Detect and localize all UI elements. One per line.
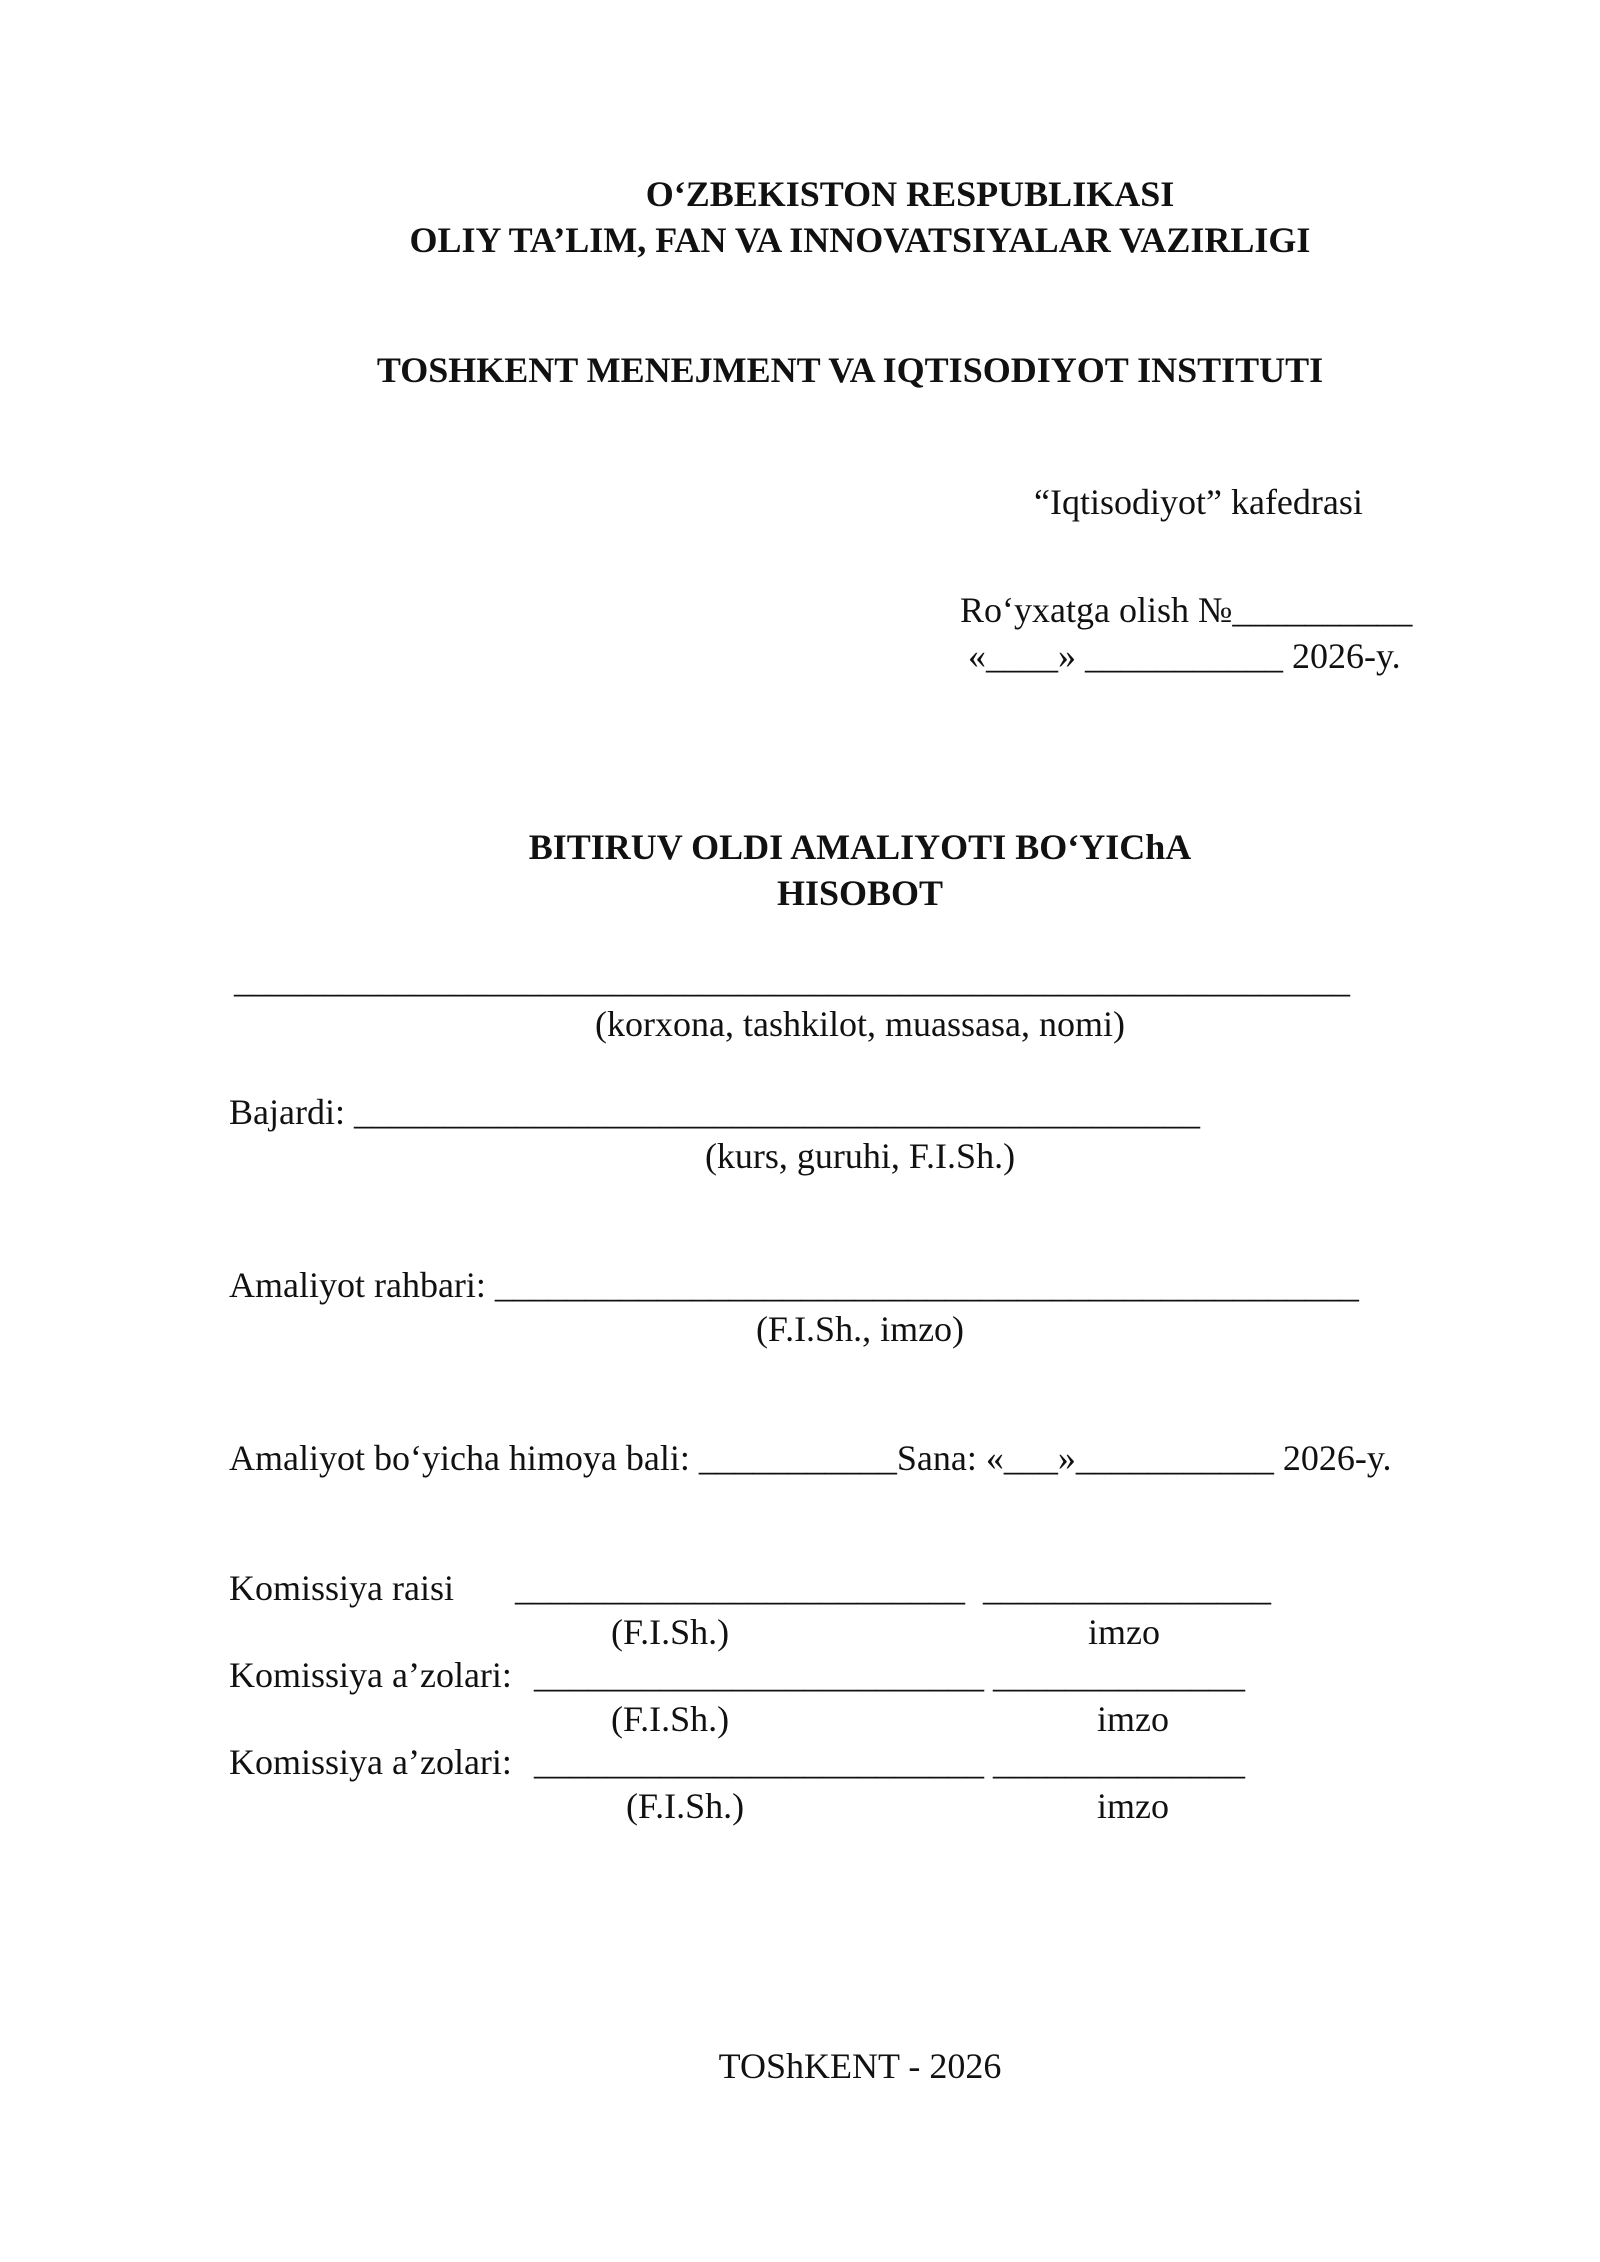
commission-member-2-label: Komissiya a’zolari: <box>229 1742 512 1782</box>
chair-fish-caption: (F.I.Sh.) <box>611 1612 730 1652</box>
commission-member-1-label: Komissiya a’zolari: <box>229 1655 512 1695</box>
performer-caption: (kurs, guruhi, F.I.Sh.) <box>704 1136 1016 1176</box>
registration-date: «____» ___________ 2026-y. <box>968 636 1401 676</box>
supervisor-line: Amaliyot rahbari: ________________________________________________ <box>229 1265 1359 1305</box>
commission-member-2-blanks: _________________________ ______________ <box>534 1742 1245 1782</box>
organization-caption: (korxona, tashkilot, muassasa, nomi) <box>595 1004 1125 1044</box>
department-name: “Iqtisodiyot” kafedrasi <box>1034 482 1363 522</box>
defense-score-line: Amaliyot bo‘yicha himoya bali: ___________Sana: «___»___________ 2026-y. <box>229 1438 1392 1478</box>
member-2-fish-caption: (F.I.Sh.) <box>626 1786 745 1826</box>
institute-name: TOSHKENT MENEJMENT VA IQTISODIYOT INSTITUTI <box>376 350 1324 390</box>
chair-imzo-caption: imzo <box>1088 1612 1160 1652</box>
commission-chair-label: Komissiya raisi <box>229 1568 454 1608</box>
commission-chair-blanks: _________________________ ________________ <box>515 1568 1271 1608</box>
commission-member-1-blanks: _________________________ ______________ <box>534 1655 1245 1695</box>
registration-number: Ro‘yxatga olish №__________ <box>960 590 1413 630</box>
member-1-imzo-caption: imzo <box>1097 1699 1169 1739</box>
member-2-imzo-caption: imzo <box>1097 1786 1169 1826</box>
supervisor-caption: (F.I.Sh., imzo) <box>755 1309 965 1349</box>
organization-blank: ______________________________________________________________ <box>234 960 1350 1000</box>
report-title-line-1: BITIRUV OLDI AMALIYOTI BO‘YIChA <box>528 827 1192 867</box>
footer-city-year: TOShKENT - 2026 <box>718 2046 1002 2086</box>
performer-line: Bajardi: _______________________________________________ <box>229 1092 1200 1132</box>
report-title-line-2: HISOBOT <box>776 873 944 913</box>
ministry-line-2: OLIY TA’LIM, FAN VA INNOVATSIYALAR VAZIRLIGI <box>409 220 1311 260</box>
ministry-line-1: O‘ZBEKISTON RESPUBLIKASI <box>645 174 1175 214</box>
member-1-fish-caption: (F.I.Sh.) <box>611 1699 730 1739</box>
